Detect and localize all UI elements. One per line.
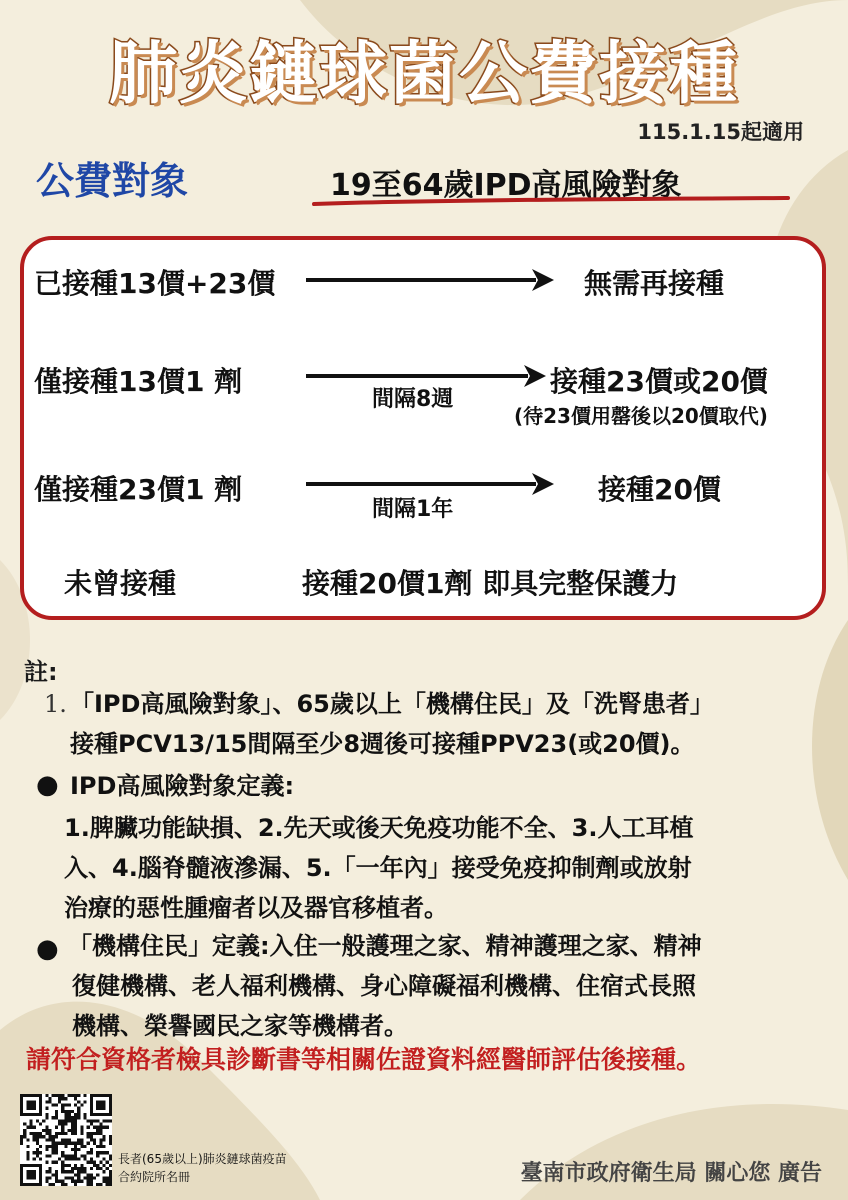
eligibility-warning: 請符合資格者檢具診斷書等相關佐證資料經醫師評估後接種。: [26, 1045, 702, 1074]
row-result-20: 接種20價: [598, 473, 721, 506]
poster-title: 肺炎鏈球菌公費接種: [108, 35, 739, 114]
note-item-1-line-2: 接種PCV13/15間隔至少8週後可接種PPV23(或20價)。: [70, 730, 695, 758]
note-item-1: [70, 684, 714, 764]
bullet-icon: ●: [36, 770, 59, 800]
row-result-no-need: 無需再接種: [584, 267, 725, 300]
note-item-1-line-1: 「IPD高風險對象」、65歲以上「機構住民」及「洗腎患者」: [70, 690, 714, 718]
qr-caption-line-2: 合約院所名冊: [118, 1170, 191, 1184]
bullet-1-line-3: 治療的惡性腫瘤者以及器官移植者。: [64, 894, 448, 922]
row-label-13-only: 僅接種13價1 劑: [34, 365, 243, 398]
footer-sponsor: 臺南市政府衛生局 關心您 廣告: [520, 1161, 822, 1186]
row-result-full-protection: 接種20價1劑 即具完整保護力: [302, 567, 679, 600]
bullet-1-title: IPD高風險對象定義:: [70, 772, 295, 800]
bullet-1-line-1: 1.脾臟功能缺損、2.先天或後天免疫功能不全、3.人工耳植: [64, 814, 694, 842]
qr-code[interactable]: [20, 1094, 112, 1186]
section-label: 公費對象: [36, 159, 189, 203]
row-label-13-23: 已接種13價+23價: [34, 267, 276, 300]
qr-caption-line-1: 長者(65歲以上)肺炎鏈球菌疫苗: [118, 1152, 287, 1166]
interval-8-weeks: 間隔8週: [372, 387, 454, 412]
effective-date: 115.1.15起適用: [637, 120, 804, 144]
bullet-2-line-3: 機構、榮譽國民之家等機構者。: [72, 1012, 408, 1040]
bullet-2-line-2: 復健機構、老人福利機構、身心障礙福利機構、住宿式長照: [72, 972, 696, 1000]
bullet-2-body: [68, 926, 702, 1046]
bullet-2-line-1: 「機構住民」定義:入住一般護理之家、精神護理之家、精神: [68, 932, 702, 960]
row-label-23-only: 僅接種23價1 劑: [34, 473, 243, 506]
interval-1-year: 間隔1年: [372, 497, 454, 522]
row-result-23-or-20: 接種23價或20價: [550, 365, 768, 398]
qr-caption: [118, 1150, 287, 1186]
note-number-1: 1.: [44, 690, 67, 718]
notes-heading: 註:: [24, 658, 58, 686]
row-note-replacement: (待23價用罄後以20價取代): [514, 404, 768, 428]
row-label-never: 未曾接種: [64, 567, 177, 600]
target-group: 19至64歲IPD高風險對象: [330, 168, 682, 203]
bullet-1-body: [64, 808, 693, 928]
bullet-1-line-2: 入、4.腦脊髓液滲漏、5.「一年內」接受免疫抑制劑或放射: [64, 854, 692, 882]
bullet-icon: ●: [36, 934, 59, 964]
arrow-right-icon: [306, 470, 556, 498]
arrow-right-icon: [306, 266, 556, 294]
target-underline: [312, 196, 792, 210]
arrow-right-icon: [306, 362, 546, 390]
